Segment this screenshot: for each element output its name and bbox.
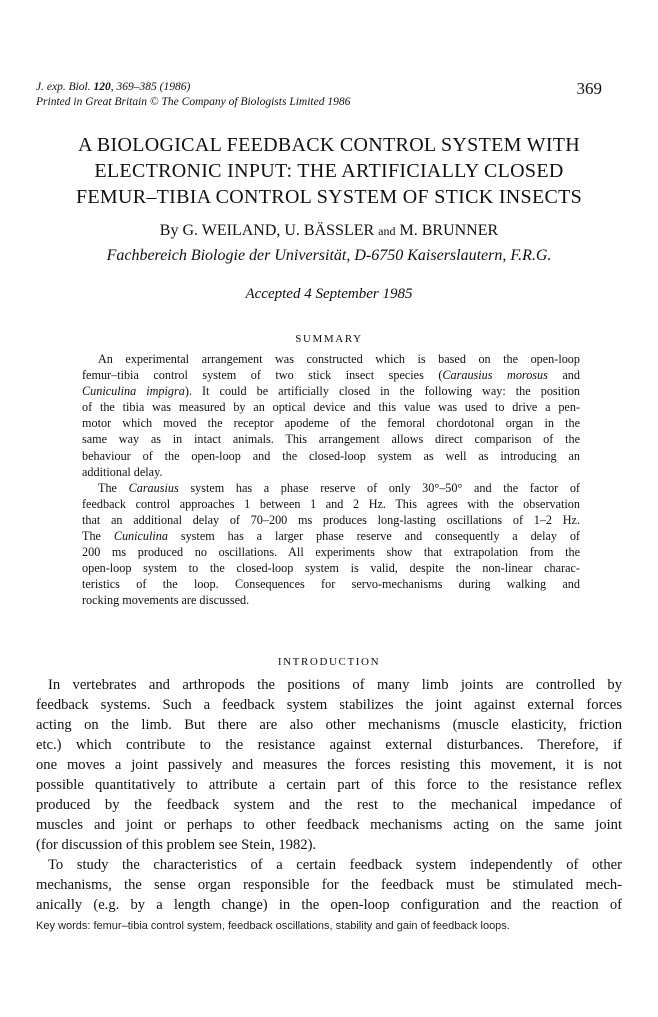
- introduction-heading: INTRODUCTION: [277, 656, 381, 668]
- text-line: etc.) which contribute to the resistance against external disturbances. Therefore, if: [36, 737, 622, 753]
- text-line: motor which moved the receptor apodeme of the femoral chordotonal organ in the: [82, 416, 580, 431]
- text-line: femur–tibia control system of two stick insect species (Carausius morosus and: [82, 368, 580, 383]
- journal-citation: [36, 80, 350, 110]
- paper-title: [40, 132, 618, 210]
- title-line: A BIOLOGICAL FEEDBACK CONTROL SYSTEM WITH: [77, 134, 581, 156]
- text-line: of the tibia was measured by an optical device and this value was used to drive a pen-: [82, 400, 580, 415]
- text-line: teristics of the loop. Consequences for servo-mechanisms during walking and: [82, 577, 580, 592]
- affiliation: Fachbereich Biologie der Universität, D-6750 Kaiserslautern, F.R.G.: [106, 247, 552, 264]
- text-line: The Carausius system has a phase reserve of only 30°–50° and the factor of: [98, 480, 580, 495]
- text-line: acting on the limb. But there are also other mechanisms (muscle elasticity, friction: [36, 717, 622, 733]
- text-line: To study the characteristics of a certain feedback system independently of other: [48, 857, 622, 873]
- text-line: behaviour of the open-loop and the closed-loop system as well as introducing an: [82, 448, 580, 463]
- text-line: same way as in intact animals. This arrangement allows direct comparison of the: [82, 432, 580, 447]
- text-line: additional delay.: [82, 464, 163, 479]
- text-line: feedback systems. Such a feedback system stabilizes the joint against external forces: [36, 697, 622, 713]
- text-line: open-loop system to the closed-loop system is valid, despite the non-linear charac-: [82, 561, 580, 576]
- text-line: muscles and joint or perhaps to other feedback mechanisms acting on the same joint: [36, 817, 622, 833]
- summary-text: [82, 351, 580, 609]
- introduction-text: [36, 675, 622, 915]
- text-line: that an additional delay of 70–200 ms produces long-lasting oscillations of 1–2 Hz.: [82, 512, 580, 527]
- text-line: In vertebrates and arthropods the positions of many limb joints are controlled by: [48, 677, 622, 693]
- text-line: Cuniculina impigra). It could be artificially closed in the following way: the position: [82, 384, 581, 399]
- printed-notice: Printed in Great Britain © The Company of Biologists Limited 1986: [36, 96, 351, 108]
- text-line: anically (e.g. by a length change) in the open-loop configuration and the reaction of: [36, 897, 622, 913]
- keywords: Key words: femur–tibia control system, feedback oscillations, stability and gain of feedback loops.: [36, 920, 510, 932]
- text-line: An experimental arrangement was constructed which is based on the open-loop: [98, 352, 580, 366]
- text-line: possible quantitatively to attribute a certain part of this force to the resistance reflex: [36, 777, 622, 793]
- title-line: FEMUR–TIBIA CONTROL SYSTEM OF STICK INSECTS: [75, 186, 583, 208]
- title-line: ELECTRONIC INPUT: THE ARTIFICIALLY CLOSED: [94, 160, 564, 182]
- summary-heading: SUMMARY: [295, 333, 363, 345]
- text-line: (for discussion of this problem see Stein, 1982).: [36, 837, 317, 853]
- text-line: 200 ms produced no oscillations. All experiments show that extrapolation from the: [82, 545, 580, 560]
- authors: By G. WEILAND, U. BÄSSLER and M. BRUNNER: [159, 222, 499, 239]
- text-line: feedback control approaches 1 between 1 and 2 Hz. This agrees with the observation: [82, 496, 580, 511]
- text-line: produced by the feedback system and the rest to the mechanical impedance of: [36, 797, 622, 813]
- page-number: 369: [576, 79, 602, 98]
- accepted-date: Accepted 4 September 1985: [245, 286, 413, 302]
- text-line: one moves a joint passively and measures the forces resisting this movement, it is not: [36, 757, 622, 773]
- journal-reference: J. exp. Biol. 120, 369–385 (1986): [36, 81, 191, 93]
- text-line: mechanisms, the sense organ responsible for the feedback must be stimulated mech-: [36, 877, 622, 893]
- text-line: The Cuniculina system has a larger phase reserve and consequently a delay of: [82, 529, 580, 544]
- text-line: rocking movements are discussed.: [82, 593, 250, 608]
